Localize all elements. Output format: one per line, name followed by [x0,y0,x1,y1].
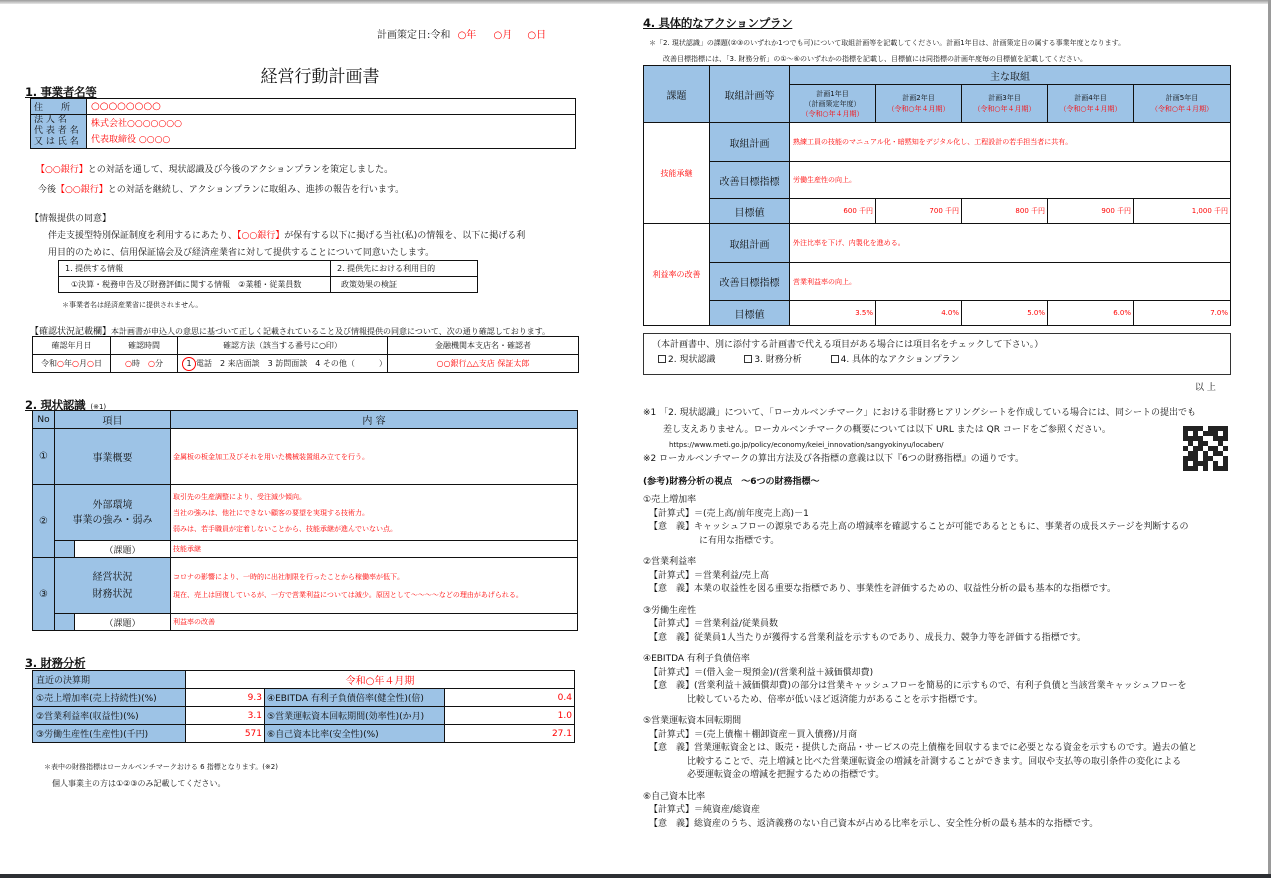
metric-value-3: 571 [186,725,265,743]
row2-issue-label: （課題） [75,541,171,558]
row2-issue: 技能承継 [171,541,578,558]
confirm-time-value: ○時 ○分 [111,355,178,373]
row3-issue-label: （課題） [75,614,171,631]
plan-date-day: ○日 [527,30,547,41]
issue-1-target-y3: 800 千円 [962,199,1048,224]
row1-item: 事業概要 [55,429,171,485]
metric-label-5: ⑤営業運転資本回転期間(効率性)(か月) [265,707,445,725]
issue-1-indicator-label: 改善目標指標 [710,162,790,199]
row3-content: コロナの影響により、一時的に出社制限を行ったことから稼働率が低下。 現在、売上は回復しているが、一方で営業利益については減少。原因として～～～～などの理由があげられる。 [171,558,578,614]
consent-table-info: ①決算・税務申告及び財務評価に関する情報 ②業種・従業員数 [59,277,331,293]
row2-item: 外部環境 事業の強み・弱み [55,485,171,541]
section4-note-1: ＊「2. 現状認識」の課題(②③のいずれか1つでも可)について取組計画等を記載してください。計画1年目は、計画策定日の属する事業年度となります。 [649,39,1126,47]
section3-title: 3. 財務分析 [25,656,86,670]
metric-value-5: 1.0 [445,707,575,725]
issue-2-indicator-label: 改善目標指標 [710,263,790,301]
issue-1-target-y5: 1,000 千円 [1134,199,1231,224]
ref-item-1: ①売上増加率 【計算式】＝(売上高/前年度売上高)－1 【意 義】キャッシュフローの源泉である売上高の増減率を確認することが可能であるとともに、事業者の成長ステージを判断するの に有用な指標です。 [643,495,1189,546]
confirm-method-value: 1 電話 2 来店面談 3 訪問面談 4 その他（ ） [178,355,388,373]
metric-value-2: 3.1 [186,707,265,725]
consent-note: ＊事業者名は経済産業省に提供されません。 [62,301,203,309]
year-2-header: 計画2年目 （令和○年４月期） [876,85,962,123]
address-value: ○○○○○○○○ [87,99,576,115]
row2-issue-spacer [55,541,75,558]
plan-date-year: ○年 [457,30,477,41]
confirm-date-header: 確認年月日 [33,337,111,355]
issue-2-target-label: 目標値 [710,301,790,326]
year-4-header: 計画4年目 （令和○年４月期） [1048,85,1134,123]
financial-analysis-table [32,670,575,743]
consent-text-2: 用目的のために、信用保証協会及び経済産業省に対して提供することについて同意いたします。 [48,248,435,258]
consent-text-1: 伴走支援型特別保証制度を利用するにあたり、【○○銀行】が保有する以下に掲げる当社(私)の情報を、以下に掲げる利 [48,231,526,241]
section3-note-2: 個人事業主の方は①②③のみ記載してください。 [52,779,226,788]
issue-1-target-label: 目標値 [710,199,790,224]
issue-2-target-y3: 5.0% [962,301,1048,326]
company-representative [87,115,576,149]
section2-title: 2. 現状認識 [25,398,86,412]
period-label: 直近の決算期 [33,671,186,689]
issue-1-target-y4: 900 千円 [1048,199,1134,224]
ref-item-3: ③労働生産性 【計算式】＝営業利益/従業員数 【意 義】従業員1人当たりが獲得する営業利益を示すものであり、成長力、競争力等を評価する指標です。 [643,605,1087,643]
issue-1-indicator: 労働生産性の向上。 [790,162,1231,199]
row3-issue-spacer [55,614,75,631]
locaben-url[interactable]: https://www.meti.go.jp/policy/economy/keiei_innovation/sangyokinyu/locaben/ [669,441,944,449]
end-mark: 以 上 [1195,383,1216,393]
viewer-bottom-edge [0,874,1271,878]
ref-item-4: ④EBITDA 有利子負債倍率 【計算式】＝(借入金－現預金)/(営業利益＋減価償却費) 【意 義】(営業利益＋減価償却費)の部分は営業キャッシュフローを簡易的に示すもので、有利子負債と当該営業キャッシュフローを 比較しているため、倍率が低いほど返済能力があることを示す指標です。 [643,654,1187,705]
row2-no: ② [33,485,55,558]
period-value: 令和○年４月期 [186,671,575,689]
representative-name: 代表取締役 ○○○○ [91,134,171,145]
consent-table [58,260,478,293]
year-5-header: 計画5年目 （令和○年４月期） [1134,85,1231,123]
issue-2-plan: 外注比率を下げ、内製化を進める。 [790,224,1231,263]
reference-title: (参考)財務分析の視点 ～6つの財務指標～ [643,477,820,487]
header-plan: 取組計画等 [710,66,790,123]
plan-date [377,26,546,41]
issue-2-indicator: 営業利益率の向上。 [790,263,1231,301]
confirmation-table [32,336,579,373]
issue-2-target-y5: 7.0% [1134,301,1231,326]
row1-content: 金属板の板金加工及びそれを用いた機械装置組み立てを行う。 [171,429,578,485]
metric-label-2: ②営業利益率(収益性)(%) [33,707,186,725]
viewer-top-edge [0,0,1271,4]
plan-date-month: ○月 [493,30,513,41]
issue-1-name: 技能承継 [644,123,710,224]
checkbox-icon[interactable] [658,355,666,363]
section4-title: 4. 具体的なアクションプラン [643,16,793,30]
company-name: 株式会社○○○○○○○ [91,118,182,129]
checkbox-icon[interactable] [831,355,839,363]
dialogue-line-1: 【○○銀行】との対話を通して、現状認識及び今後のアクションプランを策定しました。 [36,165,394,175]
issue-2-target-y4: 6.0% [1048,301,1134,326]
issue-2-plan-label: 取組計画 [710,224,790,263]
attachment-note: （本計画書中、別に添付する計画書で代える項目がある場合には項目名をチェックして下さい。） [652,340,1044,350]
reference-list [643,494,1197,831]
metric-label-1: ①売上増加率(売上持続性)(%) [33,689,186,707]
issue-1-target-y2: 700 千円 [876,199,962,224]
address-label: 住 所 [31,99,87,115]
row1-no: ① [33,429,55,485]
header-issue: 課題 [644,66,710,123]
metric-value-1: 9.3 [186,689,265,707]
consent-table-purpose: 政策効果の検証 [331,277,478,293]
confirmer-value: ○○銀行△△支店 保証太郎 [387,355,578,373]
metric-label-6: ⑥自己資本比率(安全性)(%) [265,725,445,743]
action-plan-table [643,65,1231,326]
issue-2-target-y2: 4.0% [876,301,962,326]
issue-2-name: 利益率の改善 [644,224,710,326]
row2-content: 取引先の生産調整により、受注減少傾向。 当社の強みは、他社にできない顧客の要望を実現する技術力。 弱みは、若手職員が定着しないことから、技能承継が進んでいない点。 [171,485,578,541]
issue-2-target-y1: 3.5% [790,301,876,326]
attachment-box [643,333,1231,375]
circled-method-number: 1 [182,357,196,371]
issue-1-target-y1: 600 千円 [790,199,876,224]
metric-label-3: ③労働生産性(生産性)(千円) [33,725,186,743]
section2-note: (※1) [90,403,107,411]
item-header: 項目 [55,411,171,429]
year-3-header: 計画3年目 （令和○年４月期） [962,85,1048,123]
page-title: 経営行動計画書 [260,67,380,87]
ref-item-5: ⑤営業運転資本回転期間 【計算式】＝(売上債権＋棚卸資産－買入債務)/月商 【意 義】営業運転資金とは、販売・提供した商品・サービスの売上債権を回収するまでに必要となる資金を示すものです。過去の値と 比較することで、売上増減と比べた営業運転資金の増減を計測することができます。回収や支払等の取引条件の変化による 必要運転資金の増減を把握するための指標です。 [643,716,1198,780]
plan-date-label: 計画策定日:令和 [377,30,451,41]
attach-option-status[interactable]: 2. 現状認識 [658,355,715,365]
ref-item-2: ②営業利益率 【計算式】＝営業利益/売上高 【意 義】本業の収益性を図る重要な指標であり、事業性を評価するための、収益性分析の最も基本的な指標です。 [643,557,1116,594]
row3-item: 経営状況 財務状況 [55,558,171,614]
dialogue-line-2: 今後【○○銀行】との対話を継続し、アクションプランに取組み、進捗の報告を行います。 [38,185,405,195]
metric-value-4: 0.4 [445,689,575,707]
attach-option-financial[interactable]: 3. 財務分析 [744,355,801,365]
row3-issue: 利益率の改善 [171,614,578,631]
confirm-method-header: 確認方法（該当する番号に○印） [178,337,388,355]
issue-1-plan-label: 取組計画 [710,123,790,162]
confirm-date-value: 令和○年○月○日 [33,355,111,373]
name-label: 法 人 名 代 表 者 名 又 は 氏 名 [31,115,87,149]
footnotes: ※1 「2. 現状認識」について、「ローカルベンチマーク」における非財務ヒアリングシートを作成している場合には、同シートの提出でも 差し支えありません。ローカルベンチマークの概要については以下 URL または QR コードをご参照ください。 https://www.meti.go.jp/policy/economy/keiei_innovation/sangyokinyu/locaben/ ※2 ローカルベンチマークの算出方法及び各指標の意義は以下『6つの財務指標』の通りです。 [643,408,1197,464]
qr-code-icon [1183,426,1228,471]
header-main: 主な取組 [790,66,1231,85]
row3-no: ③ [33,558,55,631]
business-info-table [30,98,576,149]
section4-note-2: 改善目標指標には、「3. 財務分析」の①～⑥のいずれかの指標を記載し、目標値には同指標の計画年度毎の目標値を記載してください。 [663,55,1087,63]
issue-1-plan: 熟練工員の技能のマニュアル化・暗黙知をデジタル化し、工程設計の若手担当者に共有。 [790,123,1231,162]
content-header: 内 容 [171,411,578,429]
metric-value-6: 27.1 [445,725,575,743]
consent-heading: 【情報提供の同意】 [30,214,112,224]
attachment-options [652,353,1222,368]
ref-item-6: ⑥自己資本比率 【計算式】＝純資産/総資産 【意 義】総資産のうち、返済義務のない自己資本が占める比率を示し、安全性分析の最も基本的な指標です。 [643,791,1099,829]
consent-table-header-purpose: 2. 提供先における利用目的 [331,261,478,277]
section1-title: 1. 事業者名等 [25,85,97,99]
metric-label-4: ④EBITDA 有利子負債倍率(健全性)(倍) [265,689,445,707]
attach-option-action-plan[interactable]: 4. 具体的なアクションプラン [831,355,960,365]
confirm-by-header: 金融機関本支店名・確認者 [387,337,578,355]
checkbox-icon[interactable] [744,355,752,363]
consent-table-header-info: 1. 提供する情報 [59,261,331,277]
confirm-time-header: 確認時間 [111,337,178,355]
section3-note-1: ＊表中の財務指標はローカルベンチマークおける 6 指標となります。(※2) [44,763,278,771]
year-1-header: 計画1年目 （計画策定年度） （令和○年４月期） [790,85,876,123]
confirmation-heading: 【確認状況記載欄】本計画書が申込人の意思に基づいて正しく記載されていること及び情報提供の同意について、次の通り確認しております。 [30,327,551,337]
no-header: No [33,411,55,429]
current-status-table [32,410,578,631]
